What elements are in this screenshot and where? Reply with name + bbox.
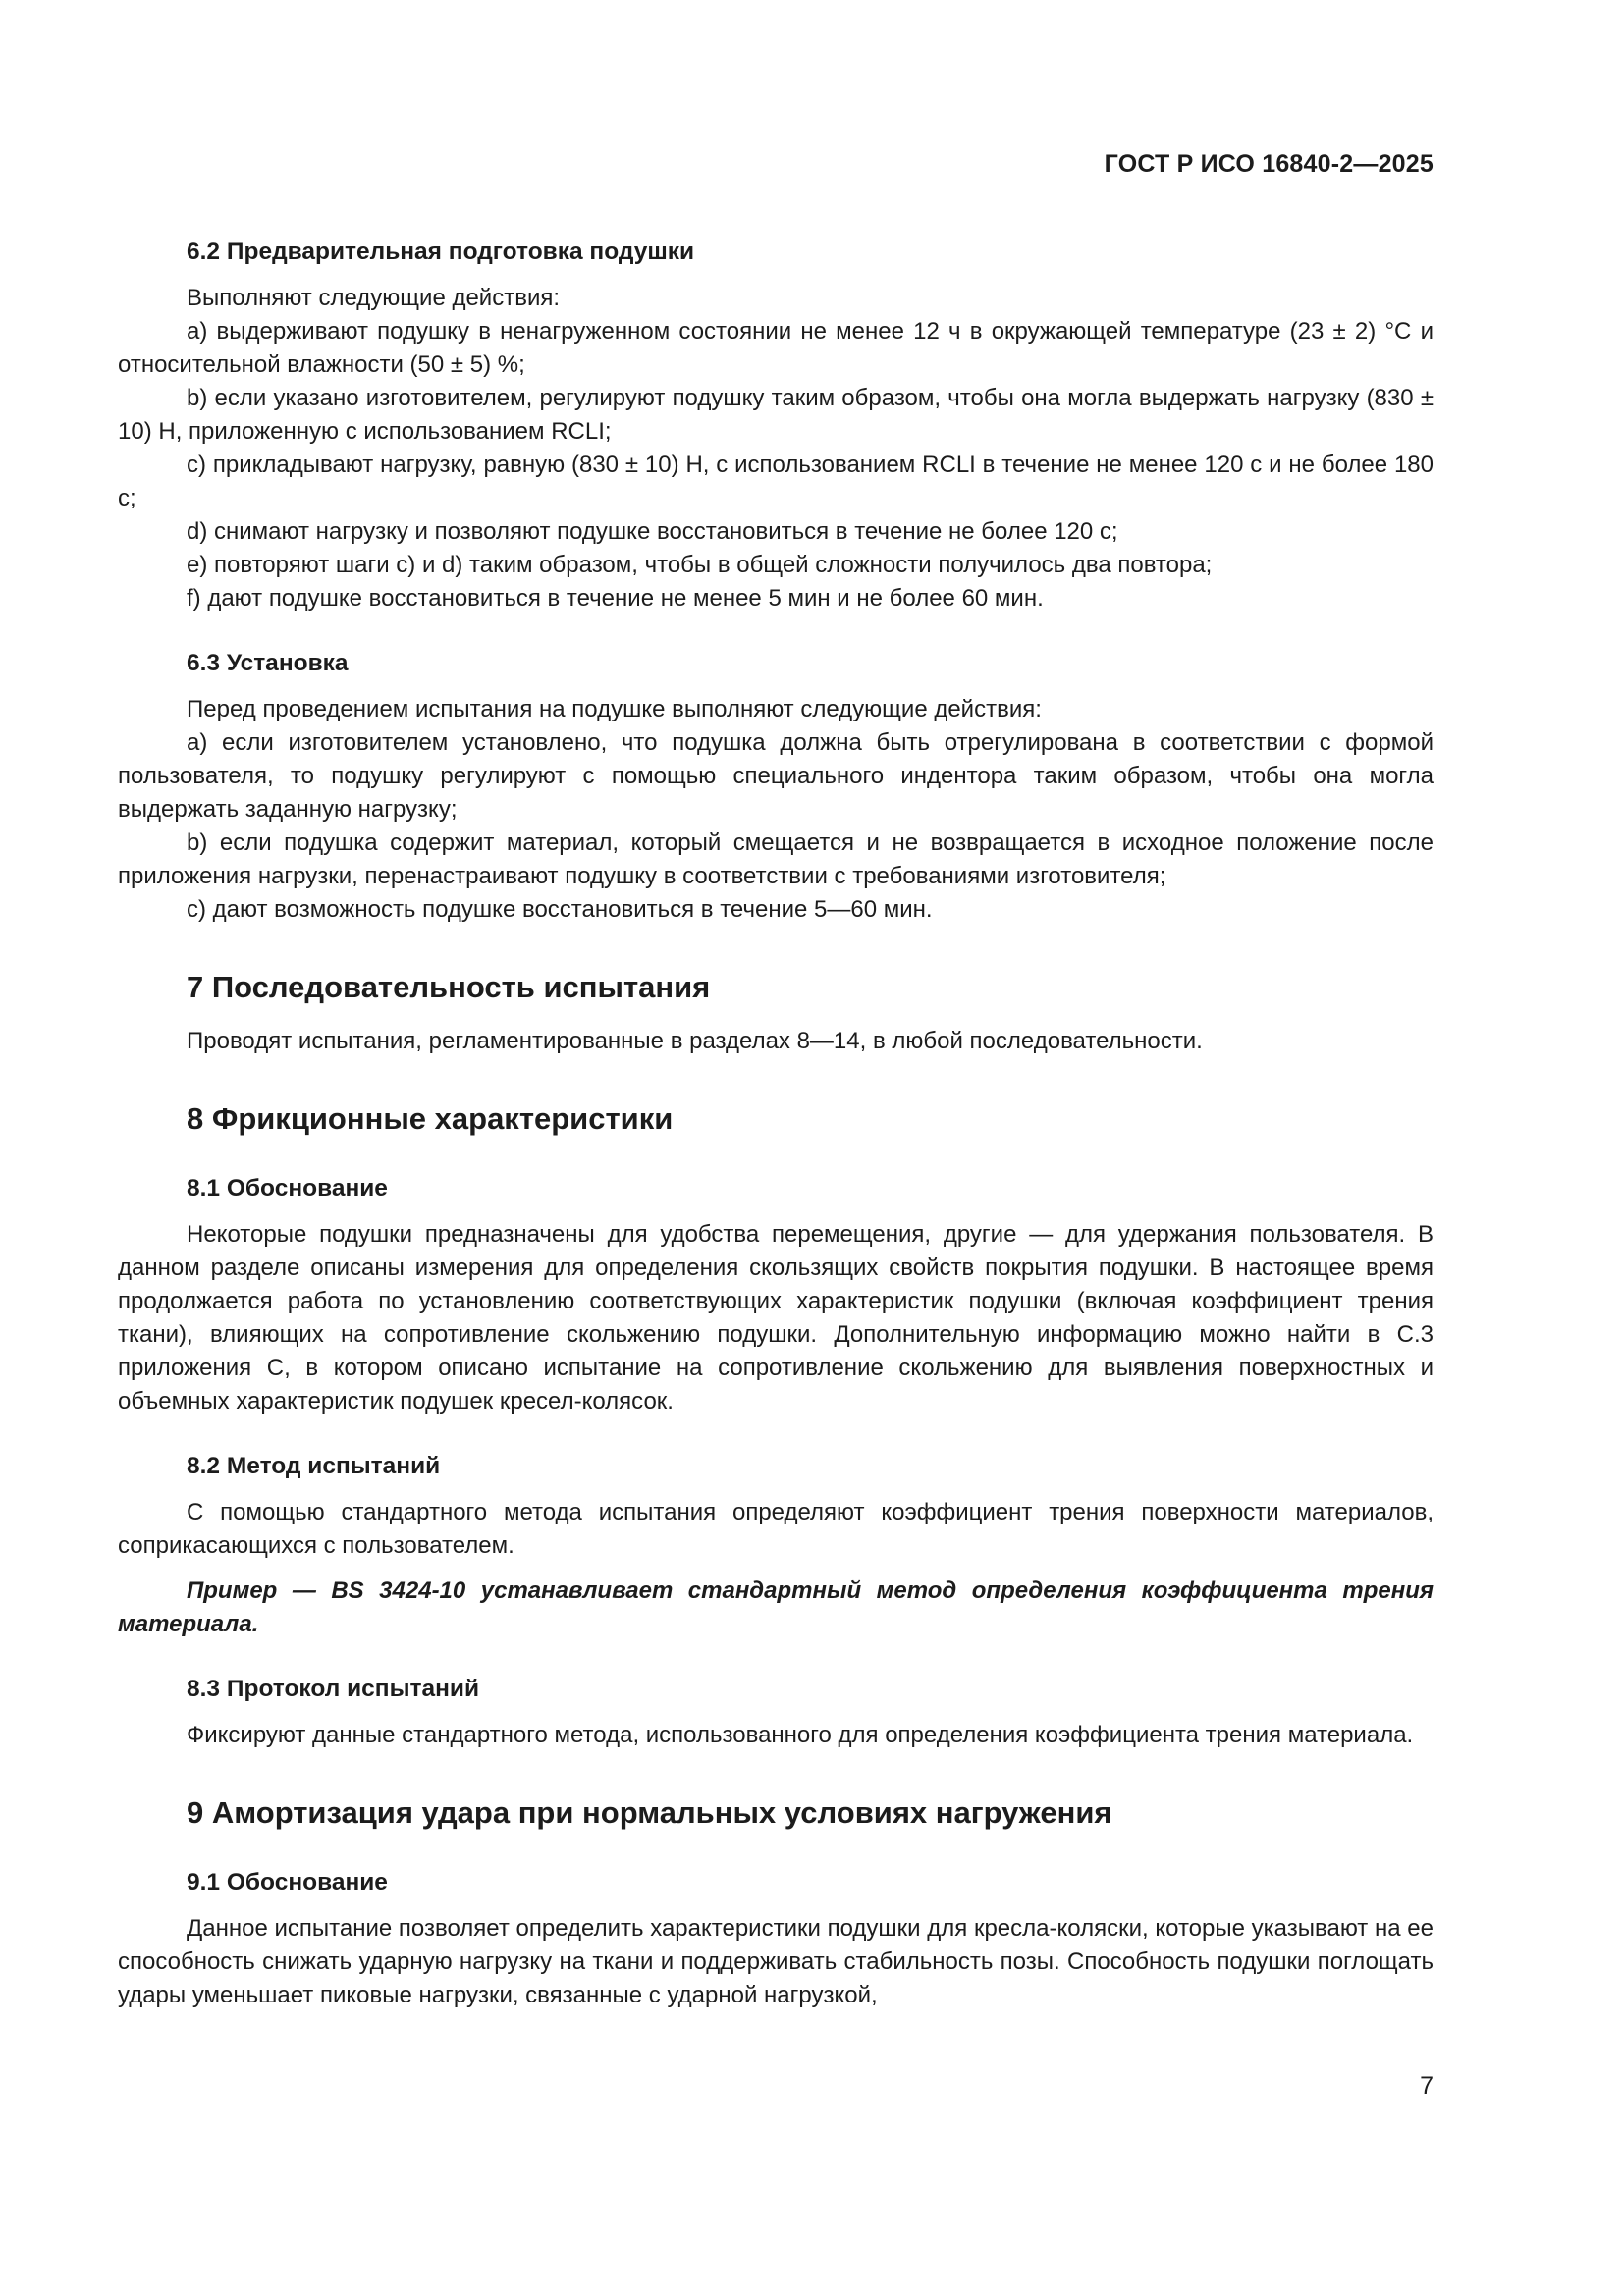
list-item: c) дают возможность подушке восстановиться в течение 5—60 мин.	[187, 896, 933, 923]
page-footer	[118, 2069, 1434, 2103]
paragraph: Данное испытание позволяет определить характеристики подушки для кресла-коляски, которые указывают на ее способность снижать ударную нагрузку на ткани и поддерживать стабильность позы. Способность подушки поглощать удары уменьшает пиковые нагрузки, связанные с ударной нагрузкой,	[118, 1915, 1434, 2008]
paragraph: Проводят испытания, регламентированные в разделах 8—14, в любой последовательности.	[187, 1028, 1203, 1054]
subsection-heading: 6.2 Предварительная подготовка подушки	[187, 239, 695, 265]
list-item: e) повторяют шаги c) и d) таким образом, чтобы в общей сложности получилось два повтора;	[187, 552, 1213, 578]
subsection-heading: 9.1 Обоснование	[187, 1869, 388, 1896]
section-heading: 9 Амортизация удара при нормальных условиях нагружения	[187, 1795, 1112, 1830]
list-item: d) снимают нагрузку и позволяют подушке восстановиться в течение не более 120 с;	[187, 518, 1118, 545]
subsection-heading: 6.3 Установка	[187, 650, 349, 676]
example-note: Пример — BS 3424-10 устанавливает стандартный метод определения коэффициента трения материала.	[118, 1577, 1434, 1637]
paragraph: Фиксируют данные стандартного метода, использованного для определения коэффициента трения материала.	[187, 1722, 1414, 1748]
subsection-heading: 8.3 Протокол испытаний	[187, 1676, 480, 1702]
running-header	[118, 147, 1434, 181]
subsection-heading: 8.1 Обоснование	[187, 1175, 388, 1201]
list-item: а) если изготовителем установлено, что подушка должна быть отрегулирована в соответствии с формой пользователя, то подушку регулируют с помощью специального индентора таким образом, чтобы она могла выдержать заданную нагрузку;	[118, 729, 1434, 823]
paragraph: Перед проведением испытания на подушке выполняют следующие действия:	[187, 696, 1042, 722]
document-body	[118, 236, 1434, 2012]
paragraph: Некоторые подушки предназначены для удобства перемещения, другие — для удержания пользователя. В данном разделе описаны измерения для определения скользящих свойств покрытия подушки. В настоящее время продолжается работа по установлению соответствующих характеристик подушки (включая коэффициент трения ткани), влияющих на сопротивление скольжению подушки. Дополнительную информацию можно найти в С.3 приложения С, в котором описано испытание на сопротивление скольжению для выявления поверхностных и объемных характеристик подушек кресел-колясок.	[118, 1221, 1434, 1415]
paragraph: Выполняют следующие действия:	[187, 285, 561, 311]
subsection-heading: 8.2 Метод испытаний	[187, 1453, 441, 1479]
list-item: b) если указано изготовителем, регулируют подушку таким образом, чтобы она могла выдержать нагрузку (830 ± 10) Н, приложенную с использованием RCLI;	[118, 385, 1434, 445]
paragraph: С помощью стандартного метода испытания определяют коэффициент трения поверхности материалов, соприкасающихся с пользователем.	[118, 1499, 1434, 1559]
list-item: b) если подушка содержит материал, который смещается и не возвращается в исходное положение после приложения нагрузки, перенастраивают подушку в соответствии с требованиями изготовителя;	[118, 829, 1434, 889]
document-code: ГОСТ Р ИСО 16840-2—2025	[1104, 150, 1434, 178]
list-item: а) выдерживают подушку в ненагруженном состоянии не менее 12 ч в окружающей температуре (23 ± 2) °С и относительной влажности (50 ± 5) %;	[118, 318, 1434, 378]
page-number: 7	[1420, 2072, 1434, 2100]
section-heading: 8 Фрикционные характеристики	[187, 1101, 674, 1136]
section-heading: 7 Последовательность испытания	[187, 970, 711, 1004]
list-item: f) дают подушке восстановиться в течение не менее 5 мин и не более 60 мин.	[187, 585, 1044, 612]
list-item: c) прикладывают нагрузку, равную (830 ± 10) Н, с использованием RCLI в течение не менее 120 с и не более 180 с;	[118, 452, 1434, 511]
